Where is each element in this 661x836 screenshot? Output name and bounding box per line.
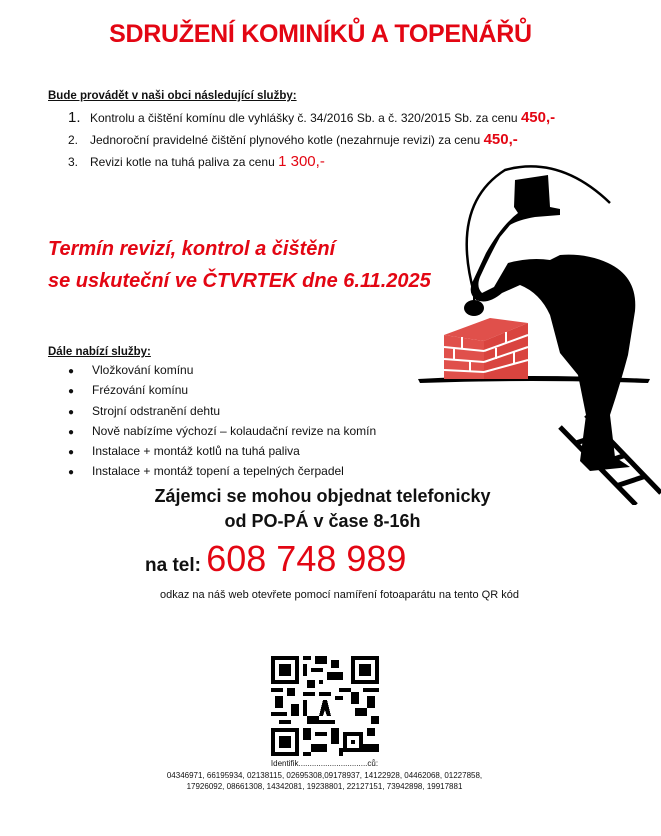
contact-info [0,484,661,534]
phone-number[interactable]: 608 748 989 [206,538,407,579]
list-item: ● Instalace + montáž topení a tepelných čerpadel [68,462,376,482]
notice-line: se uskuteční ve ČTVRTEK dne 6.11.2025 [48,270,431,292]
brick-chimney-icon [444,318,528,379]
identifiers-label: Identifik...............................ců: [270,759,379,768]
notice-line: Termín revizí, kontrol a čištění [48,238,336,260]
bullet-icon: ● [68,386,75,398]
qr-code[interactable] [271,656,379,756]
bullet-icon: ● [68,447,75,459]
list-item: ● Strojní odstranění dehtu [68,402,376,422]
price: 450,- [483,131,518,148]
list-item: ● Instalace + montáž kotlů na tuhá paliva [68,442,376,462]
list-item: 2. Jednoroční pravidelné čištění plynového kotle (nezahrnuje revizi) za cenu 450,- [68,131,518,148]
identifiers-line: 17926092, 08661308, 14342081, 19238801, 22127151, 73942898, 19917881 [186,782,463,791]
price: 450,- [520,109,556,126]
identifiers [0,758,661,793]
bullet-icon: ● [68,406,75,418]
list-item: ● Vložkování komínu [68,361,376,381]
phone-block [145,538,406,580]
qr-hint: odkaz na náš web otevřete pomocí namíření fotoaparátu na tento QR kód [160,589,519,601]
services-list [68,107,555,173]
page-title: SDRUŽENÍ KOMINÍKŮ A TOPENÁŘŮ [109,20,532,48]
contact-line: Zájemci se mohou objednat telefonicky [154,486,491,506]
appointment-date-notice [48,233,431,297]
identifiers-line: 04346971, 66195934, 02138115, 02695308,09178937, 14122928, 04462068, 01227858, [166,770,483,780]
list-item: ● Frézování komínu [68,381,376,401]
list-item: ● Nově nabízíme výchozí – kolaudační revize na komín [68,422,376,442]
extra-services-heading: Dále nabízí služby: [48,346,151,358]
list-item: 1. Kontrolu a čištění komínu dle vyhlášky č. 34/2016 Sb. a č. 320/2015 Sb. za cenu 450,- [68,109,556,126]
services-heading: Bude provádět v naši obci následující služby: [48,90,297,102]
bullet-icon: ● [68,366,75,377]
list-item: 3. Revizi kotle na tuhá paliva za cenu 1 300,- [68,153,325,170]
price: 1 300,- [278,153,325,170]
contact-hours: od PO-PÁ v čase 8-16h [224,511,421,531]
bullet-icon: ● [68,426,75,438]
extra-services-list [68,361,376,483]
chimney-sweep-illustration [410,165,661,505]
bullet-icon: ● [68,467,75,479]
phone-label: na tel: [145,555,207,576]
